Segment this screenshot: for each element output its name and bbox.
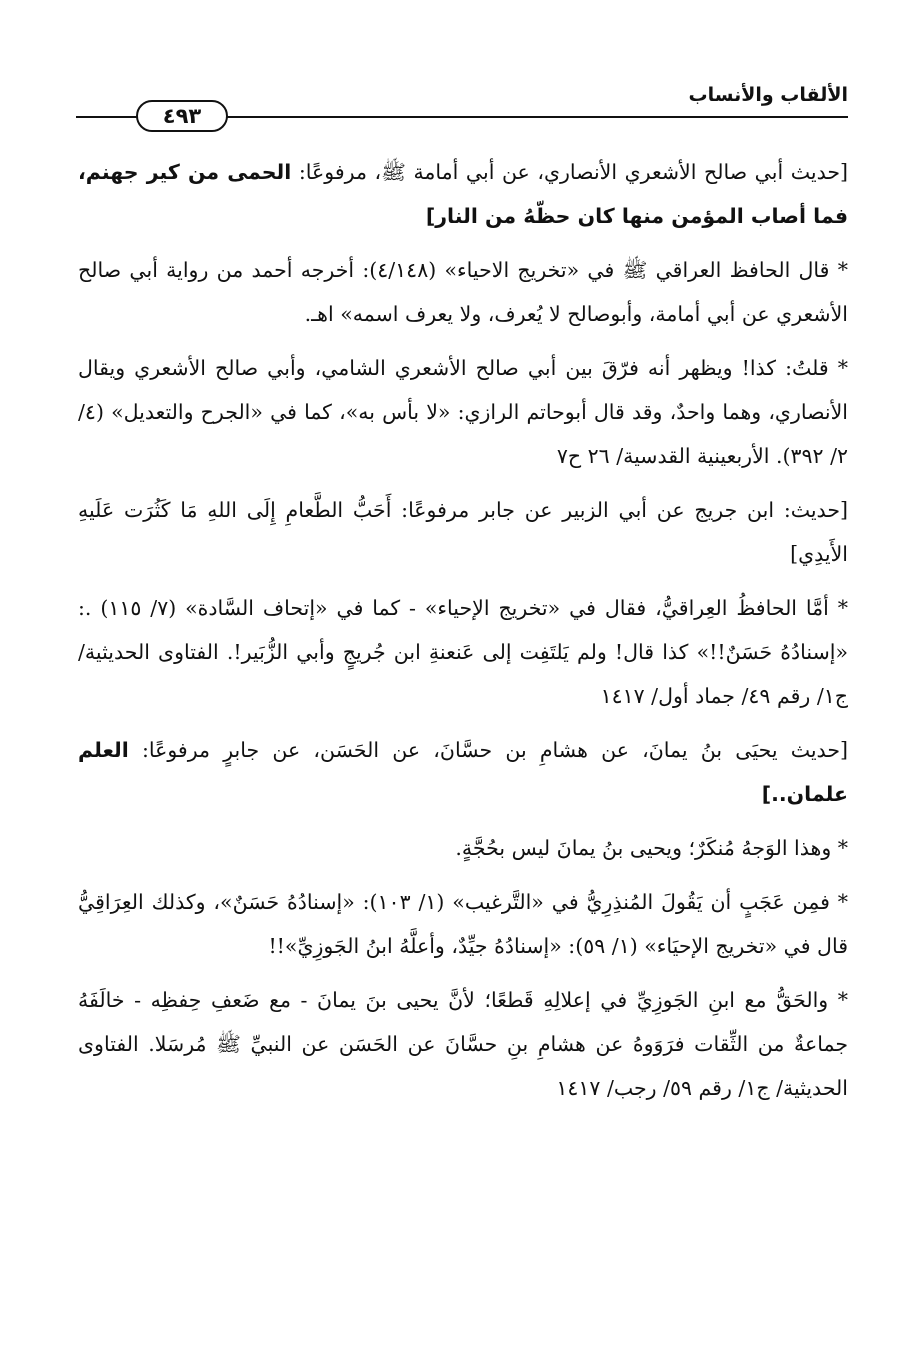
hadith-entry <box>78 728 848 816</box>
running-title: الألقاب والأنساب <box>688 84 848 106</box>
paragraph-text: [حديث يحيَى بنُ يمانَ، عن هشامِ بن حسَّانَ، عن الحَسَن، عن جابرٍ مرفوعًا: <box>141 738 848 762</box>
page-number: ٤٩٣ <box>136 100 228 132</box>
commentary-paragraph: * قلتُ: كذا! ويظهر أنه فرّقَ بين أبي صالح الأشعري الشامي، وأبي صالح الأشعري ويقال الأنصاري، وهما واحدٌ، وقد قال أبوحاتم الرازي: «لا بأس به»، كما في «الجرح والتعديل» (٤/ ٢/ ٣٩٢). الأربعينية القدسية/ ٢٦ ح٧ <box>78 356 848 468</box>
commentary-paragraph: * فمِن عَجَبٍ أن يَقُولَ المُنذِرِيُّ في «التَّرغيب» (١/ ١٠٣): «إسنادُهُ حَسَنٌ»، وكذلك العِرَاقِيُّ قال في «تخريج الإحيَاء» (١/ ٥٩): «إسنادُهُ جيِّدٌ، وأعلَّهُ ابنُ الجَوزِيِّ»!! <box>78 890 849 958</box>
commentary-paragraph: * أمَّا الحافظُ العِراقيُّ، فقال في «تخريج الإحياء» - كما في «إتحاف السَّادة» (٧/ ١١٥) .: «إسنادُهُ حَسَنٌ!!» كذا قال! ولم يَلتَفِت إلى عَنعنةِ ابن جُريجٍ وأبي الزُّبَير!. الفتاوى الحديثية/ ج١/ رقم ٤٩/ جماد أول/ ١٤١٧ <box>78 596 848 708</box>
hadith-entry: [حديث: ابن جريج عن أبي الزبير عن جابر مرفوعًا: أَحَبُّ الطَّعامِ إِلَى اللهِ مَا كَثُرَت عَلَيهِ الأَيدِي] <box>78 498 848 566</box>
commentary-paragraph: * وهذا الوَجهُ مُنكَرٌ؛ ويحيى بنُ يمانَ ليس بحُجَّةٍ. <box>455 836 848 860</box>
hadith-text: العلم علمان..] <box>78 738 848 806</box>
commentary-paragraph: * والحَقُّ مع ابنِ الجَوزِيِّ في إعلالِهِ قَطعًا؛ لأنَّ يحيى بنَ يمانَ - مع ضَعفِ حِفظِه - خالَفَهُ جماعةٌ من الثِّقات فرَوَوهُ عن هشامِ بنِ حسَّانَ عن الحَسَن عن النبيِّ ﷺ مُرسَلا. الفتاوى الحديثية/ ج١/ رقم ٥٩/ رجب/ ١٤١٧ <box>78 988 848 1100</box>
commentary-paragraph: * قال الحافظ العراقي ﷺ في «تخريج الاحياء» (٤/١٤٨): أخرجه أحمد من رواية أبي صالح الأشعري عن أبي أمامة، وأبوصالح لا يُعرف، ولا يعرف اسمه» اهـ. <box>78 258 848 326</box>
paragraph-text: [حديث أبي صالح الأشعري الأنصاري، عن أبي أمامة ﷺ، مرفوعًا: <box>298 160 849 184</box>
page-body <box>78 150 848 1120</box>
hadith-entry <box>78 150 848 238</box>
page-header <box>76 84 848 128</box>
hadith-text: الحمى من كير جهنم، فما أصاب المؤمن منها كان حظّهُ من النار] <box>78 160 848 228</box>
